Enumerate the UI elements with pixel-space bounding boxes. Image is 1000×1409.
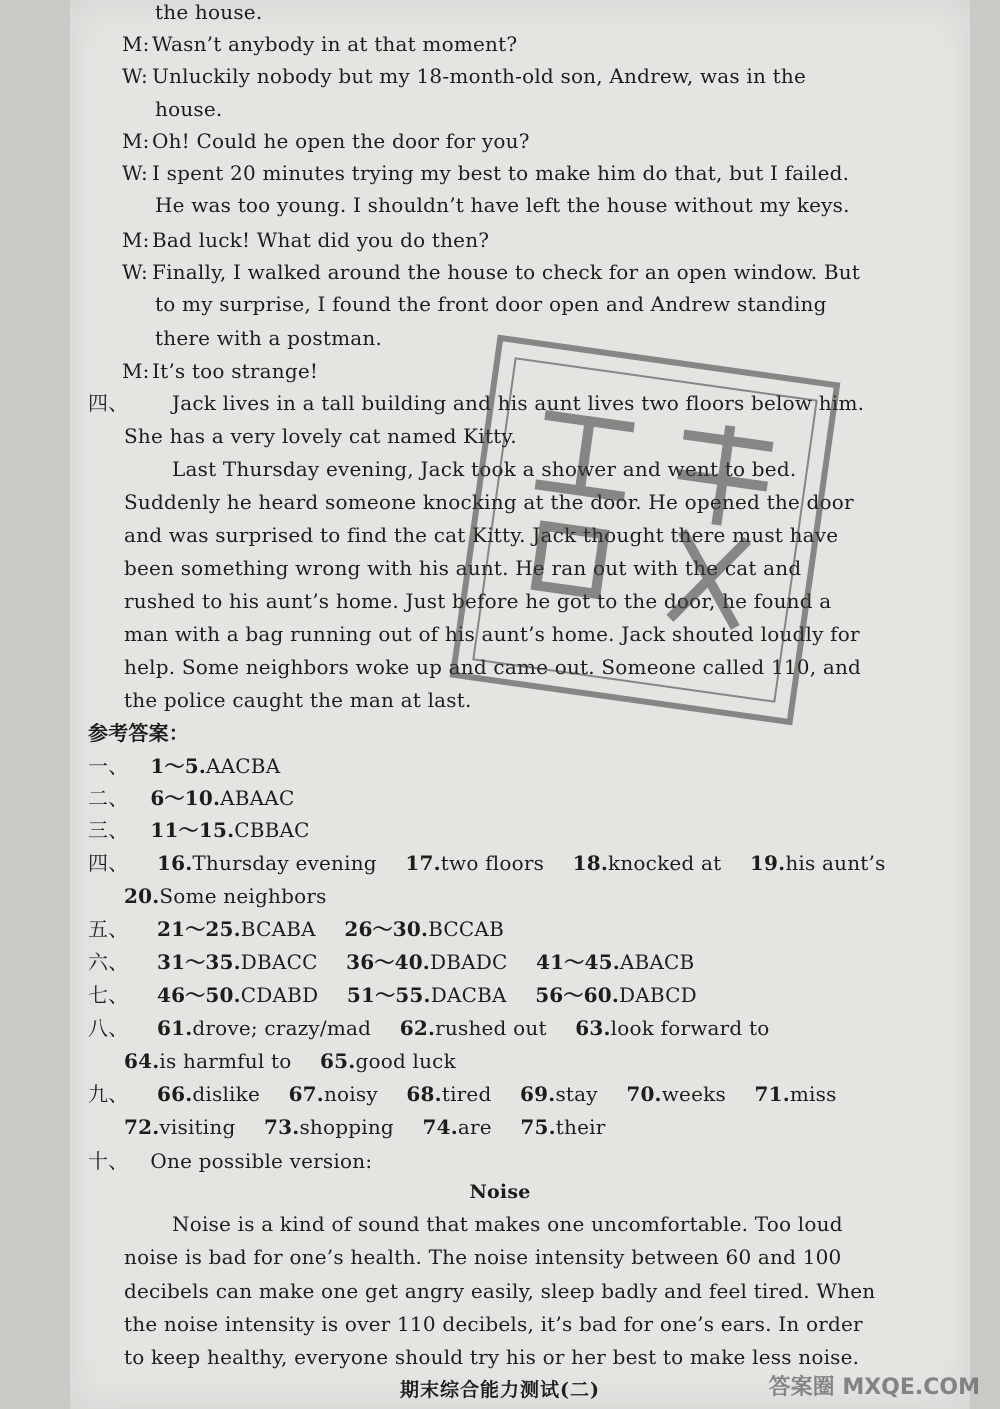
page-footer: 期末综合能力测试(二): [400, 1379, 600, 1401]
watermark-logo: 答案圈 MXQE.COM: [768, 1375, 980, 1400]
essay-title: Noise: [469, 1181, 531, 1203]
